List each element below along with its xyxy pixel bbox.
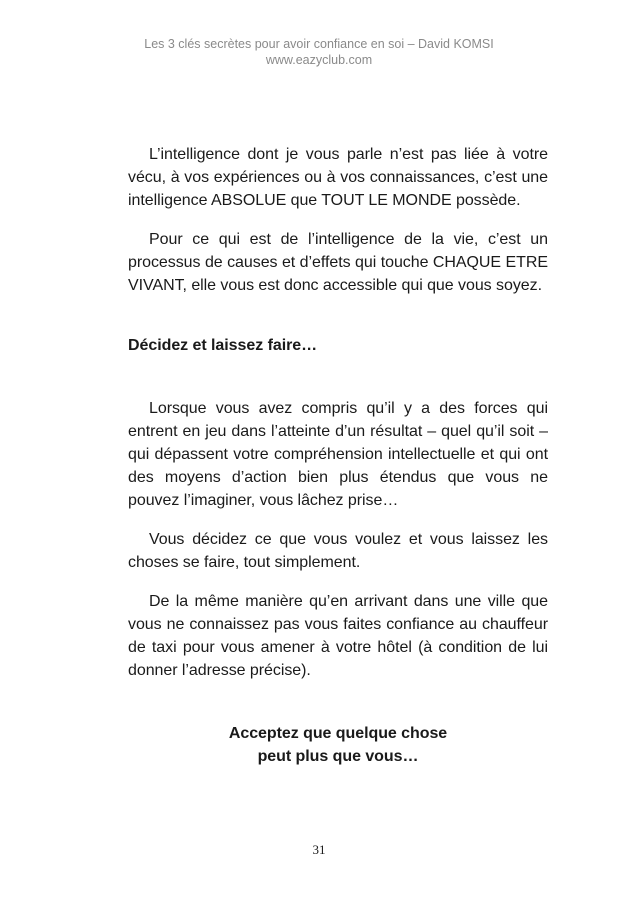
page-body <box>128 143 548 768</box>
body-paragraph: De la même manière qu’en arrivant dans une ville que vous ne connaissez pas vous faites confiance au chauffeur de taxi pour vous amener à votre hôtel (à condition de lui donner l’adresse précise). <box>128 593 548 679</box>
closing-line: Acceptez que quelque chose <box>228 725 448 742</box>
header-title: Les 3 clés secrètes pour avoir confiance en soi – David KOMSI <box>144 37 494 51</box>
running-header <box>0 36 638 68</box>
body-paragraph: Pour ce qui est de l’intelligence de la vie, c’est un processus de causes et d’effets qui touche CHAQUE ETRE VIVANT, elle vous est donc accessible qui que vous soyez. <box>128 231 548 294</box>
page-number: 31 <box>312 842 326 857</box>
body-paragraph: Vous décidez ce que vous voulez et vous laissez les choses se faire, tout simplement. <box>128 531 548 571</box>
closing-line: peut plus que vous… <box>257 748 419 765</box>
section-heading: Décidez et laissez faire… <box>128 337 318 354</box>
body-paragraph: Lorsque vous avez compris qu’il y a des forces qui entrent en jeu dans l’atteinte d’un résultat – quel qu’il soit – qui dépassent votre compréhension intellectuelle et qui ont des moyens d’action bien plus étendus que vous ne pouvez l’imaginer, vous lâchez prise… <box>128 400 548 509</box>
header-website: www.eazyclub.com <box>265 53 373 67</box>
body-paragraph: L’intelligence dont je vous parle n’est pas liée à votre vécu, à vos expériences ou à vos connaissances, c’est une intelligence ABSOLUE que TOUT LE MONDE possède. <box>128 146 548 209</box>
closing-statement <box>128 722 548 768</box>
